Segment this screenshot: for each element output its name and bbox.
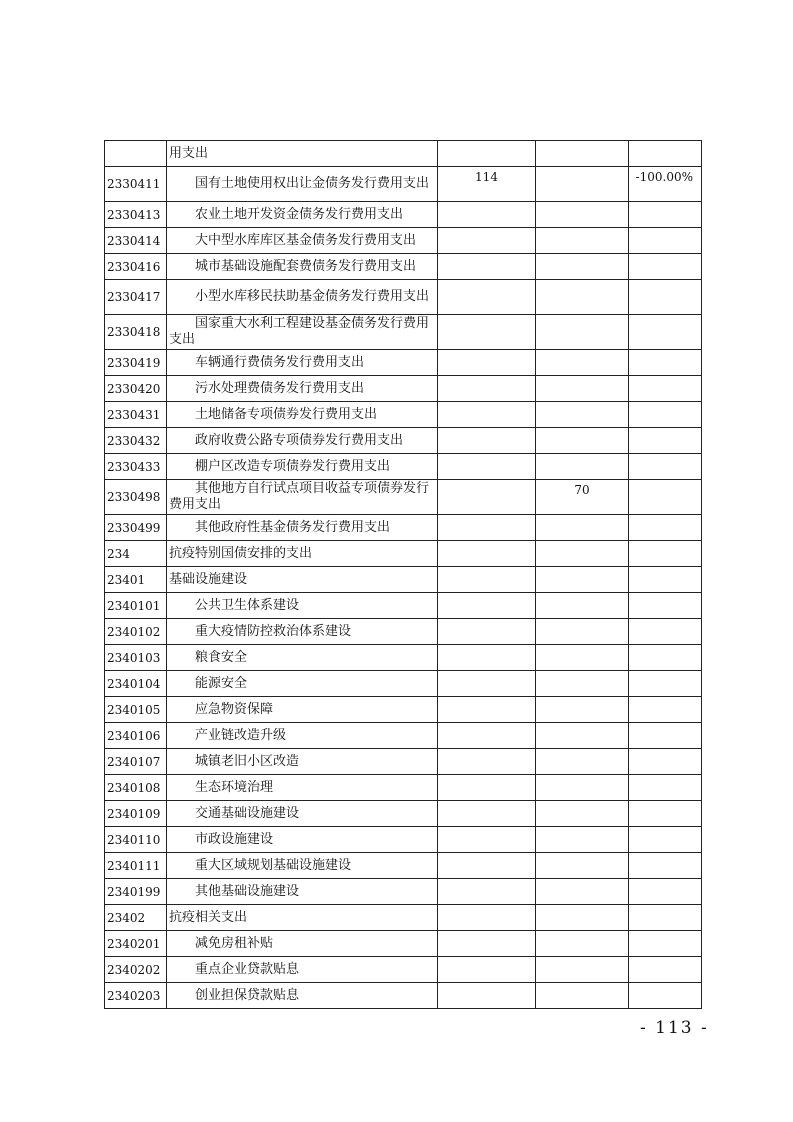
- row-value-cell-1: [438, 775, 536, 801]
- row-value-cell-2: [536, 645, 629, 671]
- row-name-text: 城镇老旧小区改造: [195, 753, 300, 769]
- row-name-cell: [167, 827, 438, 853]
- row-value-cell-3: [629, 454, 702, 480]
- table-row: [105, 350, 702, 376]
- row-name-text: 污水处理费债务发行费用支出: [195, 380, 365, 396]
- row-name-text: 抗疫相关支出: [169, 909, 248, 925]
- row-value-cell-1: [438, 983, 536, 1009]
- row-value-cell-2: [536, 931, 629, 957]
- table-row: [105, 671, 702, 697]
- row-code-cell: 2340106: [105, 723, 167, 749]
- table-row: [105, 957, 702, 983]
- row-value-cell-2: [536, 402, 629, 428]
- table-row: [105, 827, 702, 853]
- row-value-cell-2: [536, 775, 629, 801]
- row-code-cell: 23402: [105, 905, 167, 931]
- row-name-cell: [167, 376, 438, 402]
- row-name-text: 国有土地使用权出让金债务发行费用支出: [195, 176, 430, 191]
- row-code-cell: 2340110: [105, 827, 167, 853]
- row-value-cell-1: [438, 671, 536, 697]
- row-code-cell: 234: [105, 541, 167, 567]
- row-name-cell: [167, 315, 438, 350]
- row-value-cell-1: [438, 931, 536, 957]
- row-value-cell-3: [629, 254, 702, 280]
- row-name-text: 重大区域规划基础设施建设: [195, 857, 352, 873]
- row-name-cell: [167, 141, 438, 167]
- row-name-cell: [167, 202, 438, 228]
- row-value-cell-3: [629, 931, 702, 957]
- row-name-text: 产业链改造升级: [195, 727, 287, 743]
- row-value-cell-3: [629, 749, 702, 775]
- row-value-cell-1: [438, 905, 536, 931]
- row-value-cell-2: [536, 141, 629, 167]
- row-name-text: 国家重大水利工程建设基金债务发行费用支出: [169, 316, 430, 347]
- row-value-cell-3: [629, 202, 702, 228]
- row-name-text: 车辆通行费债务发行费用支出: [195, 354, 365, 370]
- row-value-cell-3: [629, 827, 702, 853]
- row-name-cell: [167, 983, 438, 1009]
- row-name-text: 生态环境治理: [195, 779, 274, 795]
- table-row: [105, 801, 702, 827]
- row-code-cell: 2340105: [105, 697, 167, 723]
- row-value-cell-3: [629, 671, 702, 697]
- row-value-cell-1: [438, 402, 536, 428]
- row-code-cell: 2330416: [105, 254, 167, 280]
- row-value-cell-3: [629, 593, 702, 619]
- row-name-cell: [167, 593, 438, 619]
- row-name-cell: [167, 541, 438, 567]
- row-value-cell-2: [536, 905, 629, 931]
- row-value-cell-3: [629, 480, 702, 515]
- table-row: [105, 723, 702, 749]
- row-name-cell: [167, 645, 438, 671]
- row-value-cell-2: [536, 801, 629, 827]
- row-value-cell-3: [629, 723, 702, 749]
- row-value-cell-2: [536, 376, 629, 402]
- row-code-cell: 2330418: [105, 315, 167, 350]
- row-value-cell-2: [536, 853, 629, 879]
- row-code-cell: 2340102: [105, 619, 167, 645]
- row-name-cell: [167, 671, 438, 697]
- row-value-cell-1: [438, 801, 536, 827]
- row-value-cell-1: [438, 280, 536, 315]
- row-name-cell: [167, 254, 438, 280]
- row-value-cell-3: [629, 853, 702, 879]
- row-value-cell-2: [536, 697, 629, 723]
- row-value-cell-2: [536, 515, 629, 541]
- row-name-cell: [167, 480, 438, 515]
- row-name-text: 小型水库移民扶助基金债务发行费用支出: [195, 289, 430, 304]
- row-name-cell: [167, 402, 438, 428]
- row-name-cell: [167, 228, 438, 254]
- row-code-cell: 2340201: [105, 931, 167, 957]
- row-name-cell: [167, 280, 438, 315]
- row-value-cell-1: [438, 480, 536, 515]
- table-body: [105, 141, 702, 1009]
- row-value-cell-2: [536, 280, 629, 315]
- row-code-cell: 2340203: [105, 983, 167, 1009]
- row-name-text: 粮食安全: [195, 649, 248, 665]
- row-value-cell-1: [438, 853, 536, 879]
- table-row: [105, 593, 702, 619]
- table-row: [105, 315, 702, 350]
- row-name-text: 公共卫生体系建设: [195, 597, 300, 613]
- row-value-cell-3: [629, 541, 702, 567]
- table-row: [105, 645, 702, 671]
- row-value-cell-3: [629, 957, 702, 983]
- row-code-cell: 2340103: [105, 645, 167, 671]
- row-name-text: 交通基础设施建设: [195, 805, 300, 821]
- table-row: [105, 905, 702, 931]
- row-value-cell-1: [438, 593, 536, 619]
- row-name-text: 减免房租补贴: [195, 935, 274, 951]
- row-value-cell-1: [438, 567, 536, 593]
- row-value-cell-3: [629, 619, 702, 645]
- row-value-cell-3: -100.00%: [629, 167, 702, 202]
- budget-table: [104, 140, 702, 1009]
- row-code-cell: 2340107: [105, 749, 167, 775]
- row-name-text: 城市基础设施配套费债务发行费用支出: [195, 258, 417, 274]
- row-value-cell-3: [629, 905, 702, 931]
- row-name-text: 市政设施建设: [195, 831, 274, 847]
- row-name-text: 农业土地开发资金债务发行费用支出: [195, 206, 404, 222]
- row-value-cell-1: [438, 428, 536, 454]
- row-value-cell-3: [629, 801, 702, 827]
- row-value-cell-2: [536, 983, 629, 1009]
- row-name-text: 政府收费公路专项债券发行费用支出: [195, 432, 404, 448]
- row-name-text: 能源安全: [195, 675, 248, 691]
- row-name-text: 棚户区改造专项债券发行费用支出: [195, 458, 391, 474]
- table-row: [105, 541, 702, 567]
- table-row: [105, 167, 702, 202]
- row-value-cell-3: [629, 775, 702, 801]
- row-code-cell: 2330433: [105, 454, 167, 480]
- row-name-text: 重大疫情防控救治体系建设: [195, 623, 352, 639]
- row-value-cell-1: [438, 645, 536, 671]
- row-name-cell: [167, 775, 438, 801]
- table-row: [105, 567, 702, 593]
- row-code-cell: 2330414: [105, 228, 167, 254]
- row-value-cell-1: [438, 619, 536, 645]
- table-row: [105, 749, 702, 775]
- table-row: [105, 515, 702, 541]
- row-name-cell: [167, 853, 438, 879]
- row-name-text: 其他政府性基金债务发行费用支出: [195, 519, 391, 535]
- row-name-text: 基础设施建设: [169, 571, 248, 587]
- table-row: [105, 376, 702, 402]
- row-value-cell-1: [438, 254, 536, 280]
- row-value-cell-2: [536, 723, 629, 749]
- row-name-cell: [167, 697, 438, 723]
- row-value-cell-3: [629, 983, 702, 1009]
- table-row: [105, 202, 702, 228]
- row-code-cell: 2340109: [105, 801, 167, 827]
- row-value-cell-2: [536, 315, 629, 350]
- table-row: [105, 228, 702, 254]
- row-name-cell: [167, 619, 438, 645]
- row-value-cell-2: [536, 228, 629, 254]
- row-code-cell: 2340108: [105, 775, 167, 801]
- row-value-cell-3: [629, 645, 702, 671]
- table-row: [105, 428, 702, 454]
- row-code-cell: 2340101: [105, 593, 167, 619]
- row-value-cell-3: [629, 567, 702, 593]
- row-value-cell-3: [629, 428, 702, 454]
- row-value-cell-1: [438, 879, 536, 905]
- row-name-cell: [167, 801, 438, 827]
- row-name-cell: [167, 931, 438, 957]
- row-value-cell-2: [536, 254, 629, 280]
- row-code-cell: 2330417: [105, 280, 167, 315]
- row-value-cell-1: [438, 228, 536, 254]
- row-name-cell: [167, 515, 438, 541]
- table-row: [105, 402, 702, 428]
- row-code-cell: 2340111: [105, 853, 167, 879]
- row-value-cell-2: [536, 202, 629, 228]
- row-code-cell: 2330431: [105, 402, 167, 428]
- row-value-cell-2: [536, 350, 629, 376]
- row-code-cell: 2330499: [105, 515, 167, 541]
- row-value-cell-1: [438, 350, 536, 376]
- row-value-cell-1: [438, 541, 536, 567]
- row-name-cell: [167, 167, 438, 202]
- row-code-cell: 2340199: [105, 879, 167, 905]
- row-value-cell-2: [536, 827, 629, 853]
- row-name-cell: [167, 567, 438, 593]
- row-value-cell-1: [438, 515, 536, 541]
- row-value-cell-1: [438, 723, 536, 749]
- row-name-cell: [167, 350, 438, 376]
- row-name-text: 其他基础设施建设: [195, 883, 300, 899]
- row-value-cell-1: [438, 749, 536, 775]
- row-name-cell: [167, 957, 438, 983]
- table-row: [105, 619, 702, 645]
- row-value-cell-1: [438, 141, 536, 167]
- row-value-cell-3: [629, 228, 702, 254]
- row-code-cell: 2330432: [105, 428, 167, 454]
- table-row: [105, 931, 702, 957]
- table-row: [105, 454, 702, 480]
- row-value-cell-3: [629, 315, 702, 350]
- table-row: [105, 775, 702, 801]
- table-row: [105, 254, 702, 280]
- row-code-cell: 2330419: [105, 350, 167, 376]
- row-value-cell-2: [536, 454, 629, 480]
- row-value-cell-1: [438, 202, 536, 228]
- table-row: [105, 141, 702, 167]
- row-code-cell: 23401: [105, 567, 167, 593]
- row-value-cell-2: [536, 749, 629, 775]
- row-value-cell-1: [438, 376, 536, 402]
- row-value-cell-2: [536, 593, 629, 619]
- row-value-cell-2: 70: [536, 480, 629, 515]
- table-row: [105, 697, 702, 723]
- row-value-cell-3: [629, 697, 702, 723]
- table-row: [105, 280, 702, 315]
- row-value-cell-2: [536, 428, 629, 454]
- row-name-text: 其他地方自行试点项目收益专项债券发行费用支出: [169, 481, 430, 512]
- row-code-cell: [105, 141, 167, 167]
- row-name-cell: [167, 454, 438, 480]
- row-name-text: 应急物资保障: [195, 701, 274, 717]
- row-code-cell: 2330420: [105, 376, 167, 402]
- table-row: [105, 879, 702, 905]
- row-name-text: 抗疫特别国债安排的支出: [169, 545, 313, 561]
- row-value-cell-3: [629, 402, 702, 428]
- row-value-cell-2: [536, 957, 629, 983]
- row-value-cell-1: [438, 827, 536, 853]
- page-number: - 113 -: [640, 1018, 709, 1038]
- table-row: [105, 853, 702, 879]
- row-code-cell: 2330411: [105, 167, 167, 202]
- row-name-cell: [167, 428, 438, 454]
- row-value-cell-3: [629, 515, 702, 541]
- row-value-cell-2: [536, 671, 629, 697]
- row-value-cell-3: [629, 141, 702, 167]
- row-name-text: 土地储备专项债券发行费用支出: [195, 406, 378, 422]
- row-value-cell-1: [438, 697, 536, 723]
- row-value-cell-1: 114: [438, 167, 536, 202]
- row-code-cell: 2330498: [105, 480, 167, 515]
- row-code-cell: 2330413: [105, 202, 167, 228]
- row-value-cell-1: [438, 315, 536, 350]
- table-row: [105, 480, 702, 515]
- row-value-cell-2: [536, 167, 629, 202]
- row-name-cell: [167, 723, 438, 749]
- row-code-cell: 2340104: [105, 671, 167, 697]
- row-name-text: 重点企业贷款贴息: [195, 961, 300, 977]
- row-value-cell-3: [629, 879, 702, 905]
- row-name-text: 大中型水库库区基金债务发行费用支出: [195, 232, 417, 248]
- row-value-cell-2: [536, 541, 629, 567]
- row-value-cell-3: [629, 280, 702, 315]
- row-value-cell-3: [629, 376, 702, 402]
- row-value-cell-2: [536, 567, 629, 593]
- row-value-cell-2: [536, 619, 629, 645]
- row-value-cell-1: [438, 957, 536, 983]
- row-value-cell-2: [536, 879, 629, 905]
- row-name-cell: [167, 905, 438, 931]
- row-name-text: 用支出: [169, 145, 209, 161]
- row-name-cell: [167, 879, 438, 905]
- row-value-cell-1: [438, 454, 536, 480]
- row-code-cell: 2340202: [105, 957, 167, 983]
- row-name-text: 创业担保贷款贴息: [195, 987, 300, 1003]
- table-row: [105, 983, 702, 1009]
- row-name-cell: [167, 749, 438, 775]
- row-value-cell-3: [629, 350, 702, 376]
